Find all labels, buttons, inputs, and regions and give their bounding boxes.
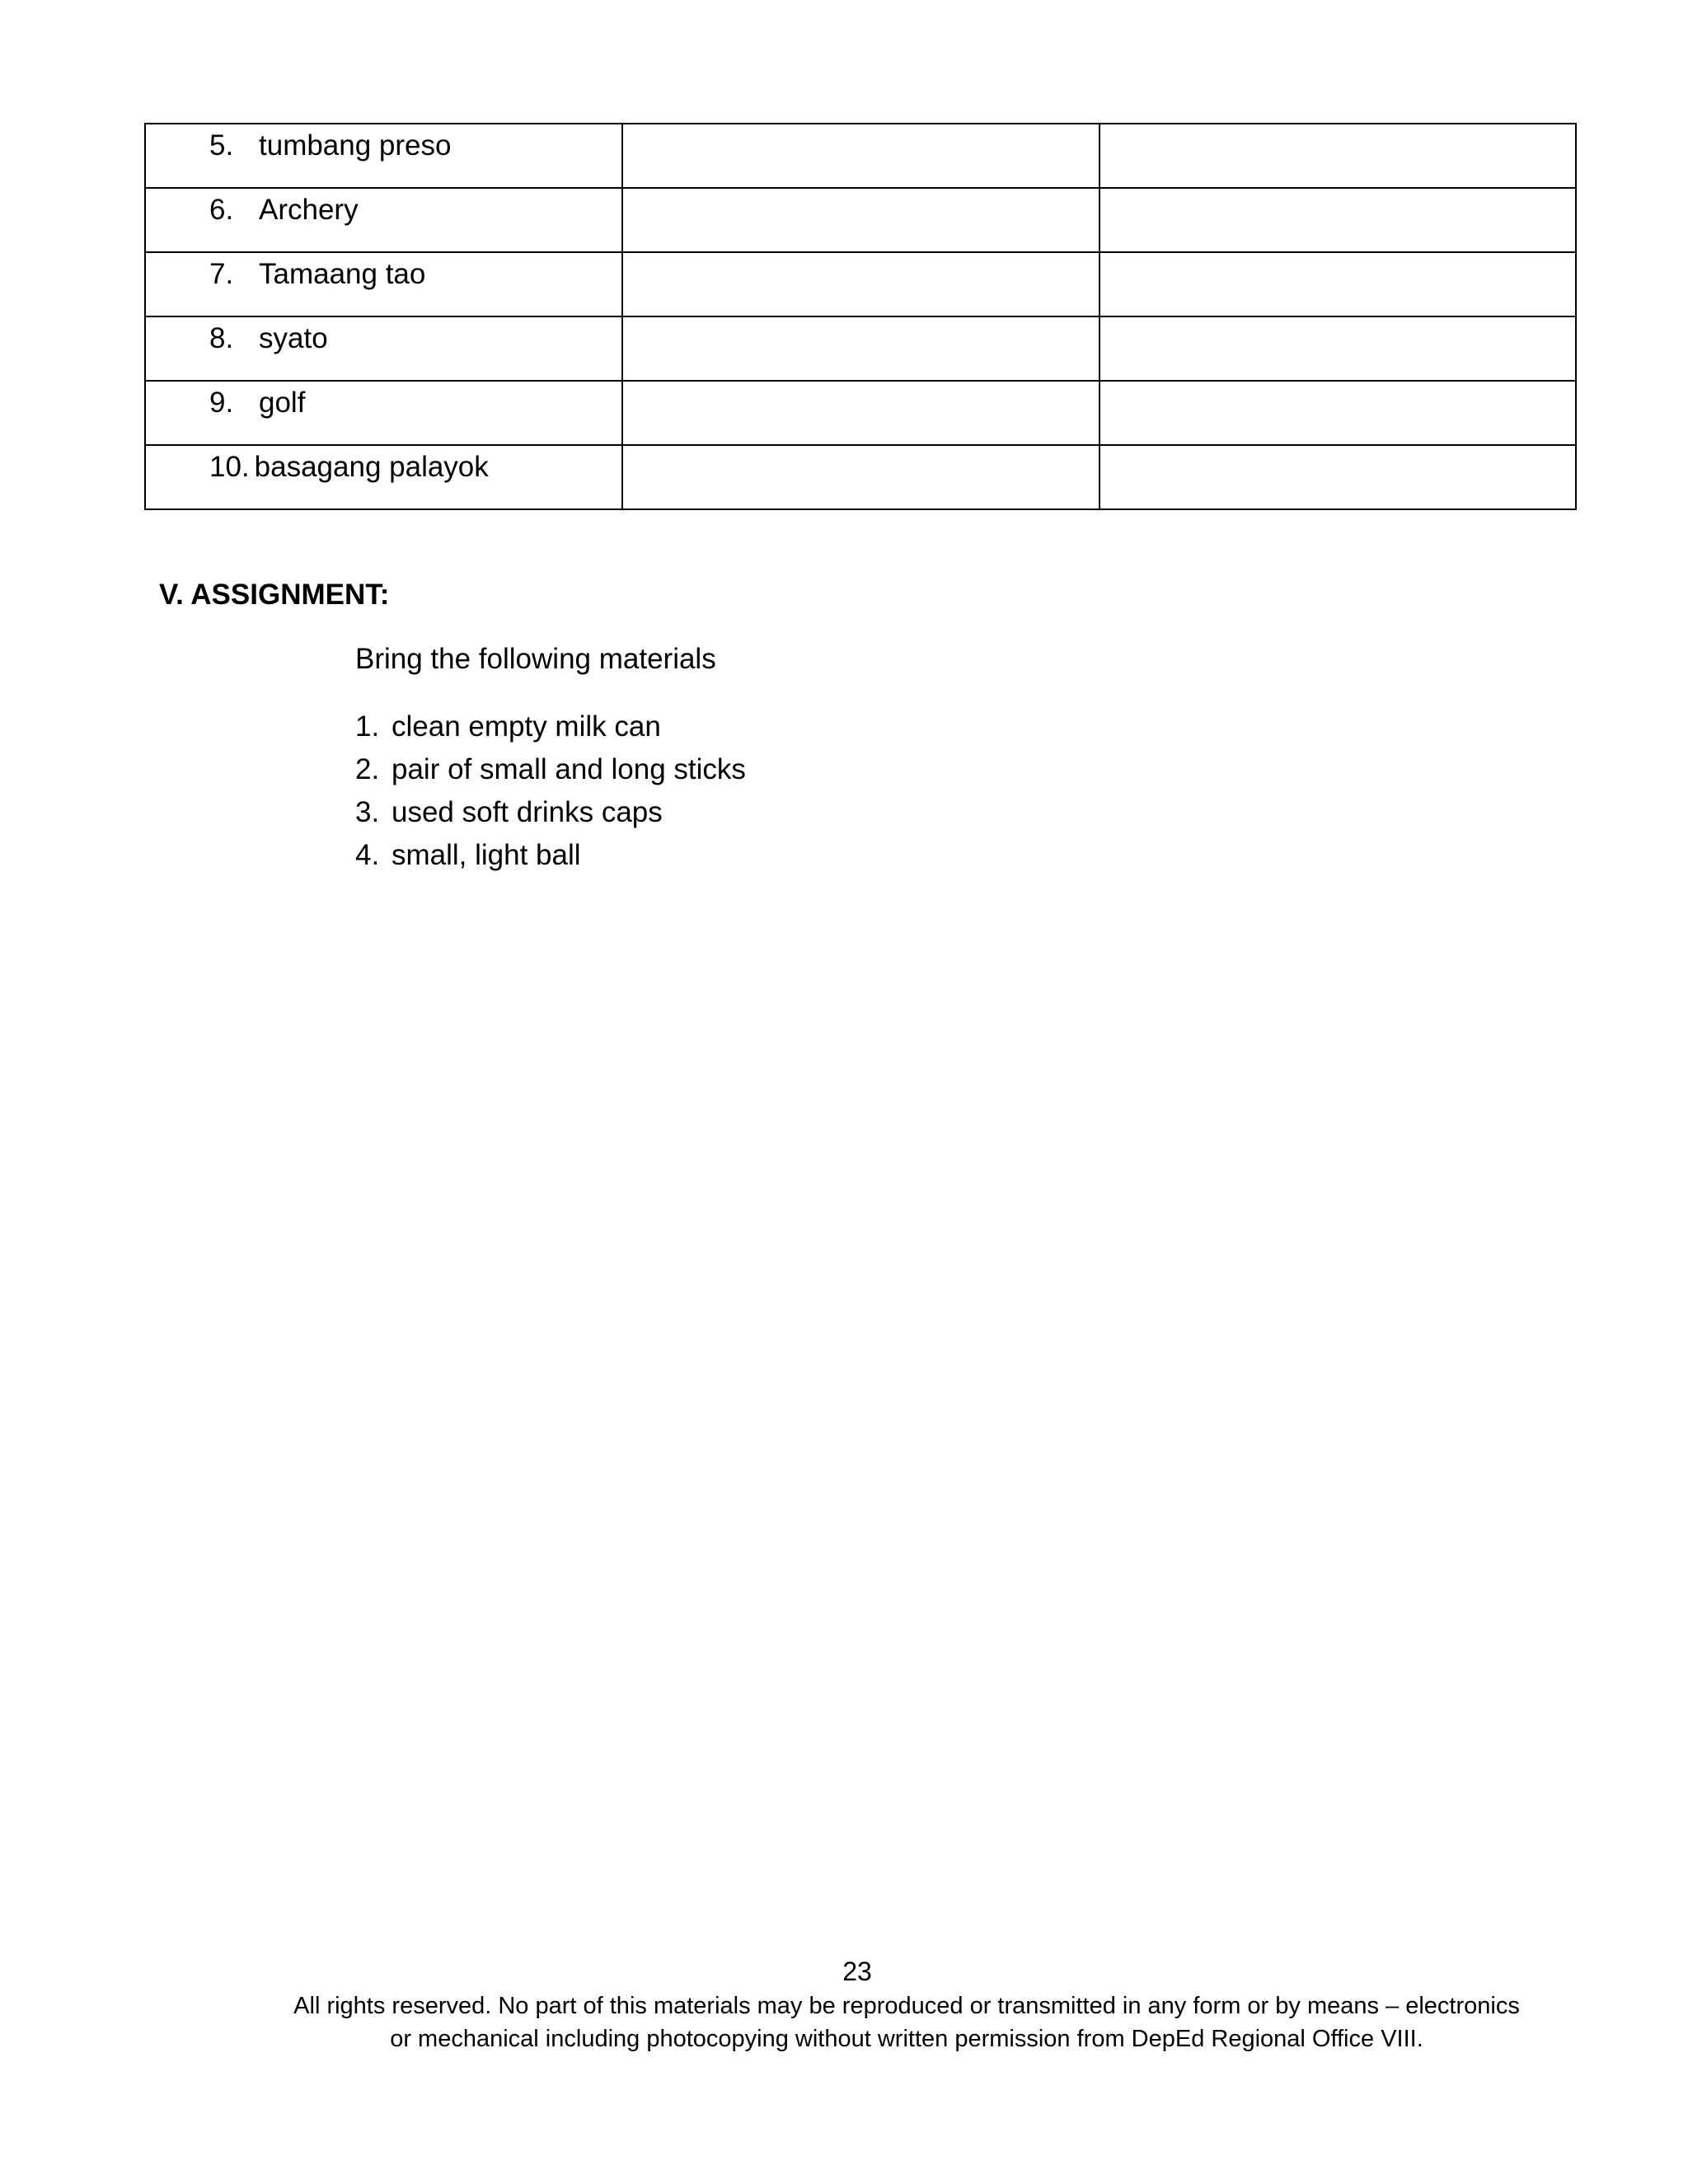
table-cell-blank — [622, 124, 1100, 188]
table-cell-blank — [1100, 381, 1576, 445]
copyright-line-1: All rights reserved. No part of this materials may be reproduced or transmitted in any form or by means – electronics — [293, 1993, 1520, 2019]
row-activity-label: syato — [259, 322, 328, 354]
list-item — [355, 705, 746, 748]
table-row — [145, 381, 1576, 445]
row-number: 7. — [209, 258, 234, 290]
assignment-list — [355, 705, 746, 877]
table-cell-blank — [622, 316, 1100, 381]
list-item-number: 1. — [355, 710, 380, 743]
table-row — [145, 124, 1576, 188]
page-number: 23 — [842, 1957, 872, 1986]
table-cell-blank — [1100, 252, 1576, 316]
table-row — [145, 188, 1576, 252]
list-item — [355, 791, 746, 834]
table-cell-blank — [1100, 445, 1576, 509]
copyright-line-2: or mechanical including photocopying without written permission from DepEd Regional Office VIII. — [390, 2026, 1423, 2052]
row-number: 10. — [209, 451, 250, 483]
row-activity-label: golf — [259, 387, 306, 419]
table-cell-activity — [145, 445, 622, 509]
row-number: 8. — [209, 322, 234, 354]
table-cell-activity — [145, 188, 622, 252]
row-number: 9. — [209, 387, 234, 419]
table-cell-activity — [145, 252, 622, 316]
table-cell-blank — [622, 252, 1100, 316]
row-activity-label: Tamaang tao — [259, 258, 426, 290]
table-row — [145, 316, 1576, 381]
row-number: 6. — [209, 194, 234, 226]
list-item — [355, 834, 746, 877]
list-item-number: 4. — [355, 839, 380, 871]
list-item-number: 2. — [355, 753, 380, 785]
row-number: 5. — [209, 129, 234, 162]
activity-table — [144, 123, 1577, 510]
list-item — [355, 748, 746, 791]
table-row — [145, 445, 1576, 509]
table-cell-blank — [622, 188, 1100, 252]
assignment-intro: Bring the following materials — [355, 643, 716, 675]
table-cell-blank — [1100, 188, 1576, 252]
list-item-text: pair of small and long sticks — [392, 753, 746, 785]
table-cell-activity — [145, 316, 622, 381]
table-cell-activity — [145, 124, 622, 188]
list-item-text: small, light ball — [392, 839, 581, 871]
table-cell-blank — [622, 445, 1100, 509]
table-cell-blank — [1100, 124, 1576, 188]
assignment-heading: V. ASSIGNMENT: — [159, 579, 390, 611]
table-cell-blank — [622, 381, 1100, 445]
table-row — [145, 252, 1576, 316]
table-cell-activity — [145, 381, 622, 445]
list-item-text: clean empty milk can — [392, 710, 661, 743]
row-activity-label: tumbang preso — [259, 129, 452, 162]
row-activity-label: Archery — [259, 194, 359, 226]
list-item-text: used soft drinks caps — [392, 796, 663, 828]
row-activity-label: basagang palayok — [254, 451, 489, 483]
list-item-number: 3. — [355, 796, 380, 828]
table-cell-blank — [1100, 316, 1576, 381]
copyright-notice — [206, 1990, 1607, 2055]
